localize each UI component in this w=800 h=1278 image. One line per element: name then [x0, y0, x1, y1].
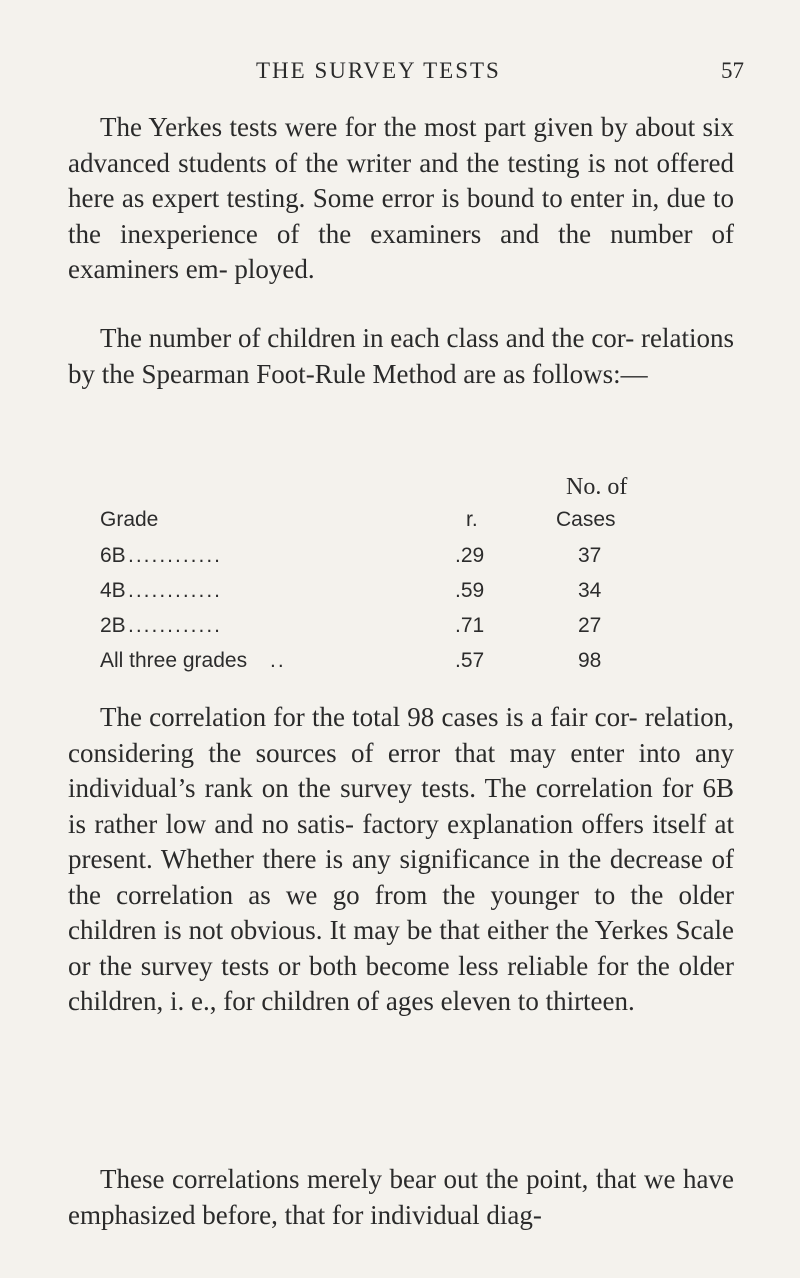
- column-header-cases-line1: No. of: [566, 474, 628, 500]
- grade-cell: 2B: [100, 614, 126, 637]
- cases-cell: 98: [578, 649, 602, 672]
- running-title: THE SURVEY TESTS: [256, 58, 501, 83]
- leader-dots: ............: [128, 614, 223, 637]
- r-cell: .71: [455, 614, 485, 637]
- leader-dots: ..: [270, 649, 286, 672]
- paragraph: The correlation for the total 98 cases is a fair cor- relation, considering the sources of error that may enter into any individual’s rank on the survey tests. The correlation for 6B is rather low and no satis- factory explanation offers itself at present. Whether there is any significance in the decrease of the correlation as we go from the younger to the older children is not obvious. It may be that either the Yerkes Scale or the survey tests or both become less reliable for the older children, i. e., for children of ages eleven to thirteen.: [68, 702, 734, 1016]
- r-cell: .29: [455, 544, 485, 567]
- page-number: 57: [721, 58, 744, 83]
- leader-dots: ............: [128, 579, 223, 602]
- paragraph: The number of children in each class and the cor- relations by the Spearman Foot-Rule Method are as follows:—: [68, 323, 734, 389]
- r-cell: .57: [455, 649, 485, 672]
- paragraph: The Yerkes tests were for the most part given by about six advanced students of the writer and the testing is not offered here as expert testing. Some error is bound to enter in, due to the inexperience of the examiners and the number of examiners em- ployed.: [68, 112, 734, 284]
- grade-cell: All three grades: [100, 649, 248, 672]
- paragraph: These correlations merely bear out the point, that we have emphasized before, that for individual diag-: [68, 1164, 734, 1230]
- table-row: [0, 614, 800, 644]
- table-row: [0, 579, 800, 609]
- leader-dots: ............: [128, 544, 223, 567]
- r-cell: .59: [455, 579, 485, 602]
- grade-cell: 6B: [100, 544, 126, 567]
- table-row: [0, 544, 800, 574]
- column-header-grade: Grade: [100, 508, 159, 531]
- table-row: [0, 649, 800, 679]
- cases-cell: 37: [578, 544, 602, 567]
- cases-cell: 27: [578, 614, 602, 637]
- grade-cell: 4B: [100, 579, 126, 602]
- column-header-cases-line2: Cases: [556, 508, 616, 531]
- cases-cell: 34: [578, 579, 602, 602]
- column-header-r: r.: [466, 508, 478, 531]
